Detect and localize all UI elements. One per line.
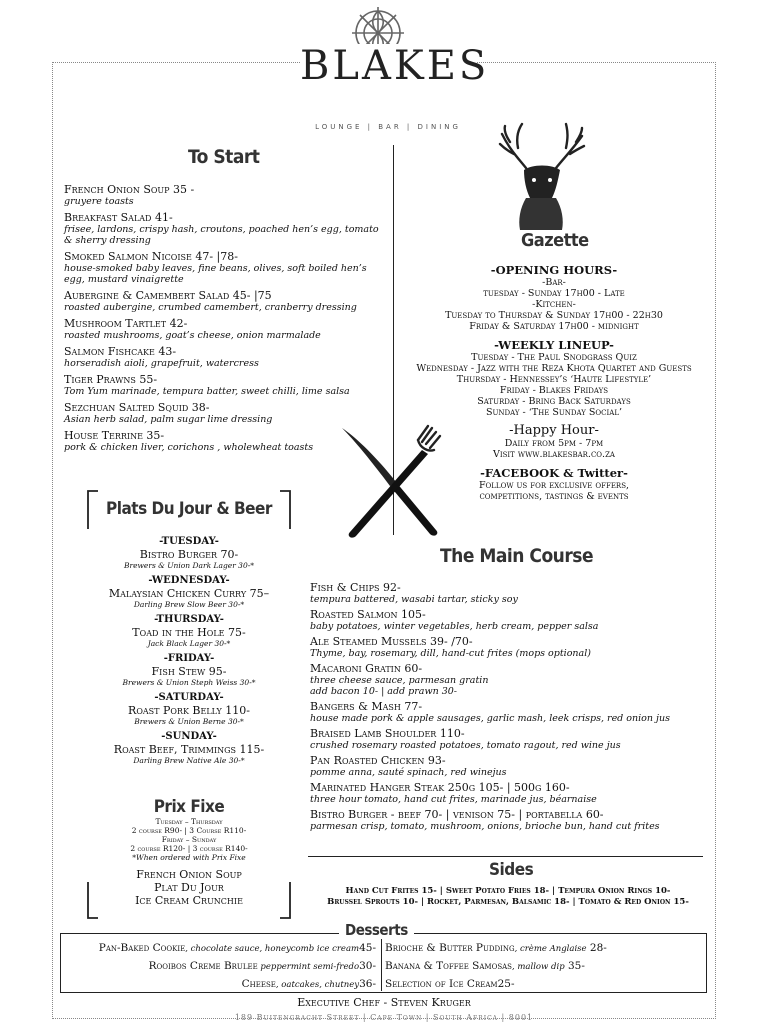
desserts-right bbox=[385, 940, 703, 994]
plat-dish: Roast Beef, Trimmings 115- bbox=[113, 743, 265, 756]
item-name: Aubergine & Camembert Salad 45- |75 bbox=[64, 289, 272, 302]
item-description: Thyme, bay, rosemary, dill, hand-cut frites (mops optional) bbox=[310, 648, 591, 659]
desserts-heading: Desserts bbox=[339, 921, 414, 939]
main-course-list bbox=[310, 581, 710, 835]
item-name: Pan Roasted Chicken 93- bbox=[310, 754, 446, 767]
item-name: Sezchuan Salted Squid 38- bbox=[64, 401, 210, 414]
sides-heading: Sides bbox=[489, 860, 534, 880]
item-description: baby potatoes, winter vegetables, herb cream, pepper salsa bbox=[310, 621, 599, 632]
social-line: Follow us for exclusive offers, bbox=[478, 480, 630, 491]
prix-menu-item: Plat Du Jour bbox=[154, 881, 224, 894]
dessert-description: , mallow dip bbox=[511, 962, 565, 972]
plat-day-label: -SUNDAY- bbox=[161, 731, 217, 742]
prix-menu-item: Ice Cream Crunchie bbox=[135, 894, 243, 907]
dessert-description: , chocolate sauce, honeycomb ice cream bbox=[185, 944, 360, 954]
menu-item bbox=[310, 754, 710, 778]
plat-dish: Toad in the Hole 75- bbox=[132, 626, 246, 639]
dessert-name: Rooibos Creme Brulee bbox=[148, 960, 258, 972]
happy-hour-heading: -Happy Hour- bbox=[509, 423, 599, 438]
item-description: roasted aubergine, crumbed camembert, cranberry dressing bbox=[64, 302, 357, 313]
plats-list bbox=[80, 536, 298, 770]
item-name: Smoked Salmon Nicoise 47- |78- bbox=[64, 250, 238, 263]
dessert-item bbox=[62, 958, 376, 976]
item-description: gruyere toasts bbox=[64, 196, 134, 207]
item-name: Braised Lamb Shoulder 110- bbox=[310, 727, 465, 740]
dessert-name: Selection of Ice Cream bbox=[385, 978, 498, 990]
plats-bracket-bottom bbox=[84, 880, 294, 922]
item-name: French Onion Soup 35 - bbox=[64, 183, 195, 196]
plat-day bbox=[80, 653, 298, 687]
item-description: Tom Yum marinade, tempura batter, sweet chilli, lime salsa bbox=[64, 386, 350, 397]
menu-item bbox=[310, 808, 710, 832]
item-name: Salmon Fishcake 43- bbox=[64, 345, 177, 358]
menu-item bbox=[64, 401, 384, 425]
plat-dish: Fish Stew 95- bbox=[151, 665, 227, 678]
dessert-item bbox=[62, 940, 376, 958]
plat-day bbox=[80, 536, 298, 570]
to-start-heading: To Start bbox=[188, 146, 260, 168]
lineup-line: Thursday - Hennessey’s ‘Haute Lifestyle’ bbox=[456, 374, 652, 385]
dessert-item bbox=[385, 958, 703, 976]
to-start-list bbox=[64, 183, 384, 457]
plat-beer: Darling Brew Slow Beer 30-* bbox=[133, 600, 245, 609]
item-name: Tiger Prawns 55- bbox=[64, 373, 158, 386]
menu-item bbox=[310, 635, 710, 659]
plat-beer: Jack Black Lager 30-* bbox=[147, 639, 231, 648]
menu-item bbox=[310, 781, 710, 805]
item-name: Macaroni Gratin 60- bbox=[310, 662, 423, 675]
plat-day-label: -WEDNESDAY- bbox=[148, 575, 230, 586]
item-description: house made pork & apple sausages, garlic mash, leek crisps, red onion jus bbox=[310, 713, 670, 724]
prix-fixe-heading: Prix Fixe bbox=[153, 797, 225, 817]
item-name: Bistro Burger - beef 70- | venison 75- | portabella 60- bbox=[310, 808, 604, 821]
dessert-name: Pan-Baked Cookie bbox=[98, 942, 186, 954]
menu-item bbox=[64, 211, 384, 246]
item-description: pomme anna, sauté spinach, red winejus bbox=[310, 767, 507, 778]
menu-item bbox=[64, 183, 384, 207]
opening-hours-heading: -OPENING HOURS- bbox=[490, 263, 618, 277]
item-description: pork & chicken liver, corichons , wholewheat toasts bbox=[64, 442, 314, 453]
lineup-line: Sunday - ‘The Sunday Social’ bbox=[485, 407, 623, 418]
menu-item bbox=[310, 727, 710, 751]
plat-day-label: -THURSDAY- bbox=[154, 614, 224, 625]
item-name: Breakfast Salad 41- bbox=[64, 211, 173, 224]
item-description: tempura battered, wasabi tartar, sticky soy bbox=[310, 594, 518, 605]
dessert-description: peppermint semi-fredo bbox=[257, 962, 360, 972]
happy-hour-line: Daily from 5pm - 7pm bbox=[504, 438, 604, 449]
item-description: three hour tomato, hand cut frites, marinade jus, béarnaise bbox=[310, 794, 597, 805]
sides-line: Brussel Sprouts 10- | Rocket, Parmesan, Balsamic 18- | Tomato & Red Onion 15- bbox=[327, 897, 689, 907]
plat-day-label: -FRIDAY- bbox=[163, 653, 215, 664]
plat-day-label: -SATURDAY- bbox=[154, 692, 224, 703]
dessert-item bbox=[62, 976, 376, 994]
dessert-item bbox=[385, 940, 703, 958]
plat-day bbox=[80, 614, 298, 648]
dessert-description: , oatcakes, chutney bbox=[275, 980, 360, 990]
prix-line: Tuesday – Thursday bbox=[155, 817, 223, 826]
item-name: Bangers & Mash 77- bbox=[310, 700, 423, 713]
item-name: Ale Steamed Mussels 39- /70- bbox=[310, 635, 473, 648]
sides-section bbox=[308, 886, 708, 908]
item-description: crushed rosemary roasted potatoes, tomato ragout, red wine jus bbox=[310, 740, 621, 751]
plat-dish: Roast Pork Belly 110- bbox=[128, 704, 250, 717]
dessert-name: Brioche & Butter Pudding bbox=[385, 942, 515, 954]
restaurant-name: BLAKES bbox=[300, 43, 490, 89]
menu-item bbox=[310, 700, 710, 724]
lineup-line: Friday - Blakes Fridays bbox=[499, 385, 609, 396]
menu-item bbox=[64, 250, 384, 285]
gazette-heading: Gazette bbox=[521, 230, 589, 251]
dessert-description: , crème Anglaise bbox=[514, 944, 587, 954]
lineup-line: Saturday - Bring Back Saturdays bbox=[477, 396, 631, 407]
dessert-name: Banana & Toffee Samosas bbox=[385, 960, 512, 972]
dessert-price: 35- bbox=[564, 960, 585, 972]
dessert-name: Cheese bbox=[241, 978, 276, 990]
chef-credit: Executive Chef - Steven Kruger bbox=[297, 996, 471, 1009]
item-name: Marinated Hanger Steak 250g 105- | 500g 160- bbox=[310, 781, 570, 794]
plat-beer: Brewers & Union Berne 30-* bbox=[134, 717, 244, 726]
prix-note: *When ordered with Prix Fixe bbox=[132, 853, 246, 862]
plat-beer: Brewers & Union Dark Lager 30-* bbox=[123, 561, 255, 570]
dessert-price: 45- bbox=[359, 942, 376, 954]
item-description: parmesan crisp, tomato, mushroom, onions, brioche bun, hand cut frites bbox=[310, 821, 660, 832]
item-description: roasted mushrooms, goat’s cheese, onion marmalade bbox=[64, 330, 321, 341]
item-description: horseradish aioli, grapefruit, watercress bbox=[64, 358, 259, 369]
plats-heading: Plats Du Jour & Beer bbox=[106, 499, 272, 519]
menu-item bbox=[64, 373, 384, 397]
plat-day-label: -TUESDAY- bbox=[159, 536, 219, 547]
weekly-lineup-heading: -WEEKLY LINEUP- bbox=[494, 338, 614, 352]
menu-item bbox=[310, 608, 710, 632]
social-heading: -FACEBOOK & Twitter- bbox=[480, 466, 628, 480]
item-description: Asian herb salad, palm sugar lime dressing bbox=[64, 414, 273, 425]
prix-line: 2 course R90- | 3 Course R110- bbox=[131, 826, 247, 835]
dessert-price: 25- bbox=[497, 978, 515, 990]
opening-line: Friday & Saturday 17h00 - midnight bbox=[469, 321, 639, 332]
dessert-price: 28- bbox=[586, 942, 607, 954]
prix-line: Friday – Sunday bbox=[161, 835, 217, 844]
sides-rule bbox=[308, 856, 703, 857]
plat-day bbox=[80, 692, 298, 726]
dessert-price: 36- bbox=[359, 978, 376, 990]
main-course-heading: The Main Course bbox=[440, 545, 594, 567]
opening-line: tuesday - Sunday 17h00 - Late bbox=[483, 288, 625, 299]
prix-line: 2 course R120- | 3 course R140- bbox=[130, 844, 248, 853]
website-link[interactable]: Visit www.blakesbar.co.za bbox=[493, 449, 615, 460]
item-name: Fish & Chips 92- bbox=[310, 581, 401, 594]
opening-line: Tuesday to Thursday & Sunday 17h00 - 22h30 bbox=[445, 310, 663, 321]
plat-dish: Malaysian Chicken Curry 75– bbox=[108, 587, 270, 600]
dessert-price: 30- bbox=[359, 960, 376, 972]
lineup-line: Wednesday - Jazz with the Reza Khota Quartet and Guests bbox=[416, 363, 692, 374]
menu-item bbox=[310, 581, 710, 605]
item-description: three cheese sauce, parmesan gratin add bacon 10- | add prawn 30- bbox=[310, 675, 489, 697]
stag-head-icon bbox=[496, 120, 588, 232]
opening-line: -Bar- bbox=[542, 277, 566, 288]
menu-item bbox=[64, 429, 384, 453]
address: 189 Buitengracht Street | Cape Town | South Africa | 8001 bbox=[234, 1013, 534, 1022]
plat-day bbox=[80, 731, 298, 765]
item-description: house-smoked baby leaves, fine beans, olives, soft boiled hen’s egg, mustard vinaigrette bbox=[64, 263, 367, 285]
item-name: House Terrine 35- bbox=[64, 429, 165, 442]
plat-day bbox=[80, 575, 298, 609]
restaurant-tagline: LOUNGE | BAR | DINING bbox=[315, 123, 461, 131]
item-description: frisee, lardons, crispy hash, croutons, poached hen’s egg, tomato & sherry dressing bbox=[64, 224, 379, 246]
lineup-line: Tuesday - The Paul Snodgrass Quiz bbox=[471, 352, 637, 363]
item-name: Roasted Salmon 105- bbox=[310, 608, 426, 621]
plat-beer: Brewers & Union Steph Weiss 30-* bbox=[122, 678, 256, 687]
menu-item bbox=[64, 345, 384, 369]
menu-item bbox=[64, 317, 384, 341]
menu-item bbox=[310, 662, 710, 697]
desserts-divider bbox=[381, 939, 382, 991]
desserts-left bbox=[62, 940, 376, 994]
menu-item bbox=[64, 289, 384, 313]
social-line: competitions, tastings & events bbox=[479, 491, 629, 502]
item-name: Mushroom Tartlet 42- bbox=[64, 317, 188, 330]
knife-and-fork-icon bbox=[338, 424, 446, 540]
sides-line: Hand Cut Frites 15- | Sweet Potato Fries 18- | Tempura Onion Rings 10- bbox=[345, 886, 671, 896]
plat-beer: Darling Brew Native Ale 30-* bbox=[133, 756, 245, 765]
plat-dish: Bistro Burger 70- bbox=[139, 548, 239, 561]
opening-line: -Kitchen- bbox=[532, 299, 576, 310]
prix-menu-item: French Onion Soup bbox=[136, 868, 242, 881]
dessert-item bbox=[385, 976, 703, 994]
